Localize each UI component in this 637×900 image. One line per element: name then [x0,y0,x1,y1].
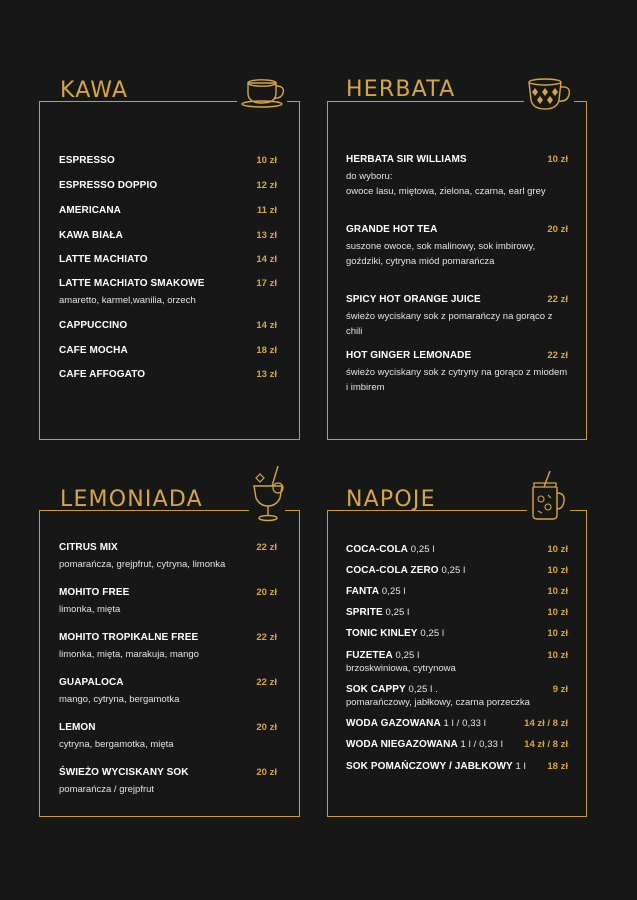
menu-item [59,542,277,572]
item-price: 17 zł [256,278,277,289]
item-name-text: ŚWIEŻO WYCISKANY SOK [59,767,189,778]
item-description: owoce lasu, miętowa, zielona, czarna, earl grey [346,186,546,197]
item-price: 14 zł [256,320,277,331]
item-price: 12 zł [256,180,277,191]
item-name [346,607,568,619]
item-description: do wyboru: [346,171,393,182]
item-name [59,369,277,381]
menu-item [346,565,568,577]
menu-item [346,586,568,598]
item-name [346,684,568,696]
item-size: 0,25 l [379,586,406,597]
menu-item [59,677,277,707]
menu-item [59,230,277,242]
item-name [346,761,568,773]
menu-item [59,767,277,797]
item-name-text: WODA GAZOWANA [346,718,441,729]
item-name-text: MOHITO FREE [59,587,130,598]
item-price: 22 zł [256,677,277,688]
item-price: 10 zł [547,650,568,661]
menu-item [59,345,277,357]
menu-item [346,684,568,709]
napoje-items [346,544,568,794]
item-price: 14 zł / 8 zł [524,739,568,750]
item-description: limonka, mięta, marakuja, mango [59,649,199,660]
item-name [59,677,277,689]
menu-item [59,205,277,217]
item-name-text: CAPPUCCINO [59,320,128,331]
item-name-text: SOK CAPPY [346,684,406,695]
item-name-text: GUAPALOCA [59,677,124,688]
item-name-text: CAFE MOCHA [59,345,128,356]
item-description: mango, cytryna, bergamotka [59,694,180,705]
item-price: 22 zł [256,632,277,643]
menu-item [59,320,277,332]
item-name [59,278,277,290]
item-size: 0,25 l [417,628,445,639]
item-name-text: COCA-COLA ZERO [346,565,439,576]
item-size: 0,25 l . [405,684,438,695]
item-description: cytryna, bergamotka, mięta [59,739,174,750]
menu-item [346,154,568,199]
item-name-text: SPICY HOT ORANGE JUICE [346,294,481,305]
item-name [59,542,277,554]
item-name [346,224,568,236]
menu-item [346,761,568,773]
item-name [346,586,568,598]
item-name-text: CITRUS MIX [59,542,118,553]
item-name [346,544,568,556]
item-name-text: ESPRESSO [59,155,115,166]
item-name-text: COCA-COLA [346,544,409,555]
item-description: limonka, mięta [59,604,121,615]
item-price: 10 zł [547,544,568,555]
item-price: 22 zł [547,350,568,361]
item-name [346,650,568,662]
kawa-items [59,155,277,415]
item-price: 22 zł [256,542,277,553]
item-name [346,350,568,362]
item-size: 0,25 l [438,565,466,576]
item-name-text: FUZETEA [346,650,393,661]
section-title: HERBATA [346,77,456,102]
item-price: 18 zł [547,761,568,772]
menu-item [346,650,568,675]
item-name-text: ESPRESSO DOPPIO [59,180,158,191]
item-price: 14 zł [256,254,277,265]
item-price: 10 zł [547,565,568,576]
item-name-text: LATTE MACHIATO SMAKOWE [59,278,205,289]
item-size: 0,25 l [382,607,410,618]
menu-item [59,632,277,662]
menu-item [59,587,277,617]
menu-item [59,369,277,381]
item-price: 20 zł [547,224,568,235]
menu-item [346,607,568,619]
item-name-text: HERBATA SIR WILLIAMS [346,154,467,165]
section-title: KAWA [60,78,129,103]
item-price: 22 zł [547,294,568,305]
item-price: 14 zł / 8 zł [524,718,568,729]
menu-item [59,722,277,752]
item-price: 20 zł [256,767,277,778]
item-price: 13 zł [256,369,277,380]
item-name-text: SOK POMAŃCZOWY / JABŁKOWY [346,761,513,772]
item-size: 1 l / 0,33 l [440,718,486,729]
item-name-text: MOHITO TROPIKALNE FREE [59,632,199,643]
item-description: pomarańczowy, jabłkowy, czarna porzeczka [346,697,530,708]
item-name [59,320,277,332]
item-name [59,345,277,357]
item-description: i imbirem [346,382,385,393]
item-name-text: LEMON [59,722,96,733]
menu-item [59,254,277,266]
item-description: pomarańcza, grejpfrut, cytryna, limonka [59,559,226,570]
item-price: 10 zł [547,586,568,597]
item-price: 10 zł [547,628,568,639]
menu-item [346,739,568,751]
menu-item [346,718,568,730]
item-price: 10 zł [256,155,277,166]
item-description: suszone owoce, sok malinowy, sok imbirowy, [346,241,536,252]
item-name [59,632,277,644]
item-name-text: SPRITE [346,607,383,618]
menu-item [59,180,277,192]
section-title: LEMONIADA [60,487,203,512]
item-name [346,628,568,640]
lemoniada-items [59,542,277,802]
item-name-text: FANTA [346,586,380,597]
item-description: goździki, cytryna miód pomarańcza [346,256,495,267]
item-name-text: LATTE MACHIATO [59,254,148,265]
item-size: 1 l [512,761,526,772]
item-name-text: CAFE AFFOGATO [59,369,146,380]
item-name-text: KAWA BIAŁA [59,230,123,241]
menu-item [346,628,568,640]
item-price: 13 zł [256,230,277,241]
item-name [59,767,277,779]
item-name-text: TONIC KINLEY [346,628,418,639]
item-size: 0,25 l [392,650,420,661]
item-name [59,155,277,167]
item-name [59,722,277,734]
item-name [59,587,277,599]
tea-cup-icon [524,74,574,114]
item-size: 1 l / 0,33 l [457,739,503,750]
item-price: 9 zł [552,684,568,695]
item-price: 10 zł [547,607,568,618]
item-name [59,254,277,266]
item-name [346,154,568,166]
item-name [346,294,568,306]
coffee-cup-icon [240,73,290,109]
item-price: 20 zł [256,722,277,733]
item-name [346,565,568,577]
cocktail-glass-icon [250,464,288,524]
item-name [59,180,277,192]
item-size: 0,25 l [408,544,435,555]
item-name-text: WODA NIEGAZOWANA [346,739,458,750]
item-name-text: AMERICANA [59,205,122,216]
item-name [59,205,277,217]
herbata-items [346,154,568,414]
section-title: NAPOJE [346,487,436,512]
menu-item [59,155,277,167]
menu-item [346,224,568,269]
menu-item [346,544,568,556]
item-description: amaretto, karmel,wanilia, orzech [59,295,196,306]
drink-jar-icon [526,469,568,523]
item-price: 11 zł [256,205,277,216]
item-name-text: HOT GINGER LEMONADE [346,350,472,361]
menu-item [346,350,568,395]
item-description: świeżo wyciskany sok z pomarańczy na gorąco z chili [346,311,553,337]
item-price: 20 zł [256,587,277,598]
item-description: brzoskwiniowa, cytrynowa [346,663,456,674]
menu-item [346,294,568,339]
item-name-text: GRANDE HOT TEA [346,224,438,235]
menu-item [59,278,277,308]
item-description: pomarańcza / grejpfrut [59,784,155,795]
item-price: 18 zł [256,345,277,356]
item-description: świeżo wyciskany sok z cytryny na gorąco z miodem [346,367,568,378]
item-name [59,230,277,242]
item-price: 10 zł [547,154,568,165]
